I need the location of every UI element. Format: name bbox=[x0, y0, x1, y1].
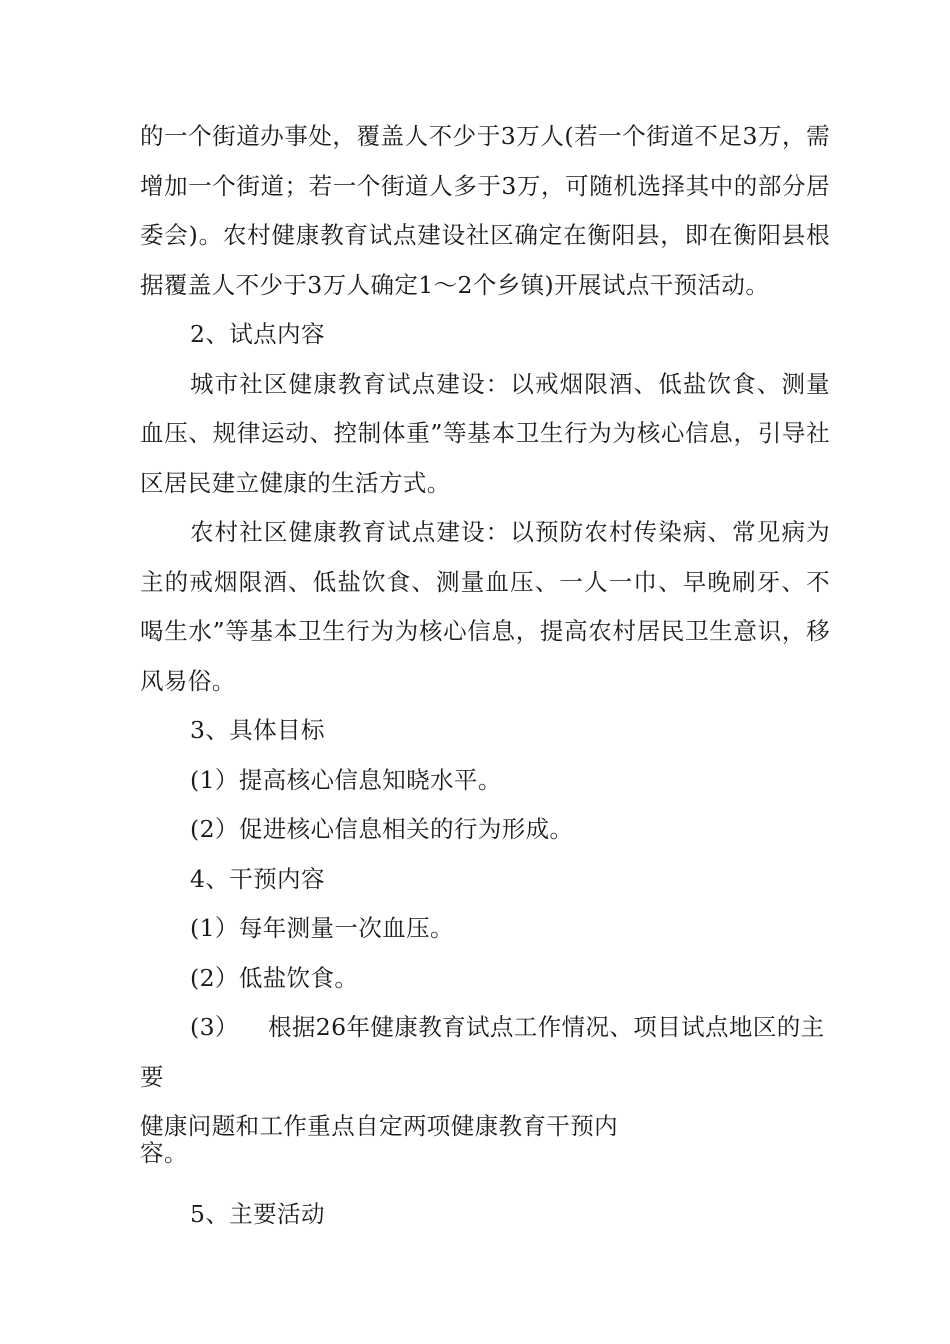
heading-specific-goals: 3、具体目标 bbox=[190, 716, 325, 744]
document-body bbox=[140, 112, 830, 1239]
goal-item-1: (1）提高核心信息知晓水平。 bbox=[190, 765, 502, 794]
paragraph-coverage: 的一个街道办事处，覆盖人不少于3万人(若一个街道不足3万，需增加一个街道；若一个街道人多于3万，可随机选择其中的部分居委会)。农村健康教育试点建设社区确定在衡阳县，即在衡阳县根据覆盖人不少于3万人确定1〜2个乡镇)开展试点干预活动。 bbox=[140, 122, 830, 299]
intervention-item-1: (1）每年测量一次血压。 bbox=[190, 914, 454, 942]
heading-pilot-content: 2、试点内容 bbox=[190, 320, 325, 348]
intervention-item-2: (2）低盐饮食。 bbox=[190, 963, 359, 992]
goal-item-2: (2）促进核心信息相关的行为形成。 bbox=[190, 815, 574, 843]
intervention-item-3-number: (3） bbox=[190, 1013, 239, 1041]
intervention-item-3-end: 容。 bbox=[140, 1138, 188, 1167]
intervention-item-3-continuation: 健康问题和工作重点自定两项健康教育干预内 bbox=[140, 1112, 618, 1140]
paragraph-rural-pilot: 农村社区健康教育试点建设：以预防农村传染病、常见病为主的戒烟限酒、低盐饮食、测量血压、一人一巾、早晚刷牙、不喝生水”等基本卫生行为为核心信息，提高农村居民卫生意识，移风易俗。 bbox=[140, 518, 830, 695]
intervention-item-3-text: 根据26年健康教育试点工作情况、项目试点地区的主要 bbox=[140, 1013, 825, 1091]
paragraph-urban-pilot: 城市社区健康教育试点建设：以戒烟限酒、低盐饮食、测量血压、规律运动、控制体重”等基本卫生行为为核心信息，引导社区居民建立健康的生活方式。 bbox=[140, 369, 830, 497]
heading-intervention-content: 4、干预内容 bbox=[190, 864, 325, 893]
heading-main-activities: 5、主要活动 bbox=[190, 1199, 325, 1228]
intervention-item-3 bbox=[140, 1003, 830, 1102]
